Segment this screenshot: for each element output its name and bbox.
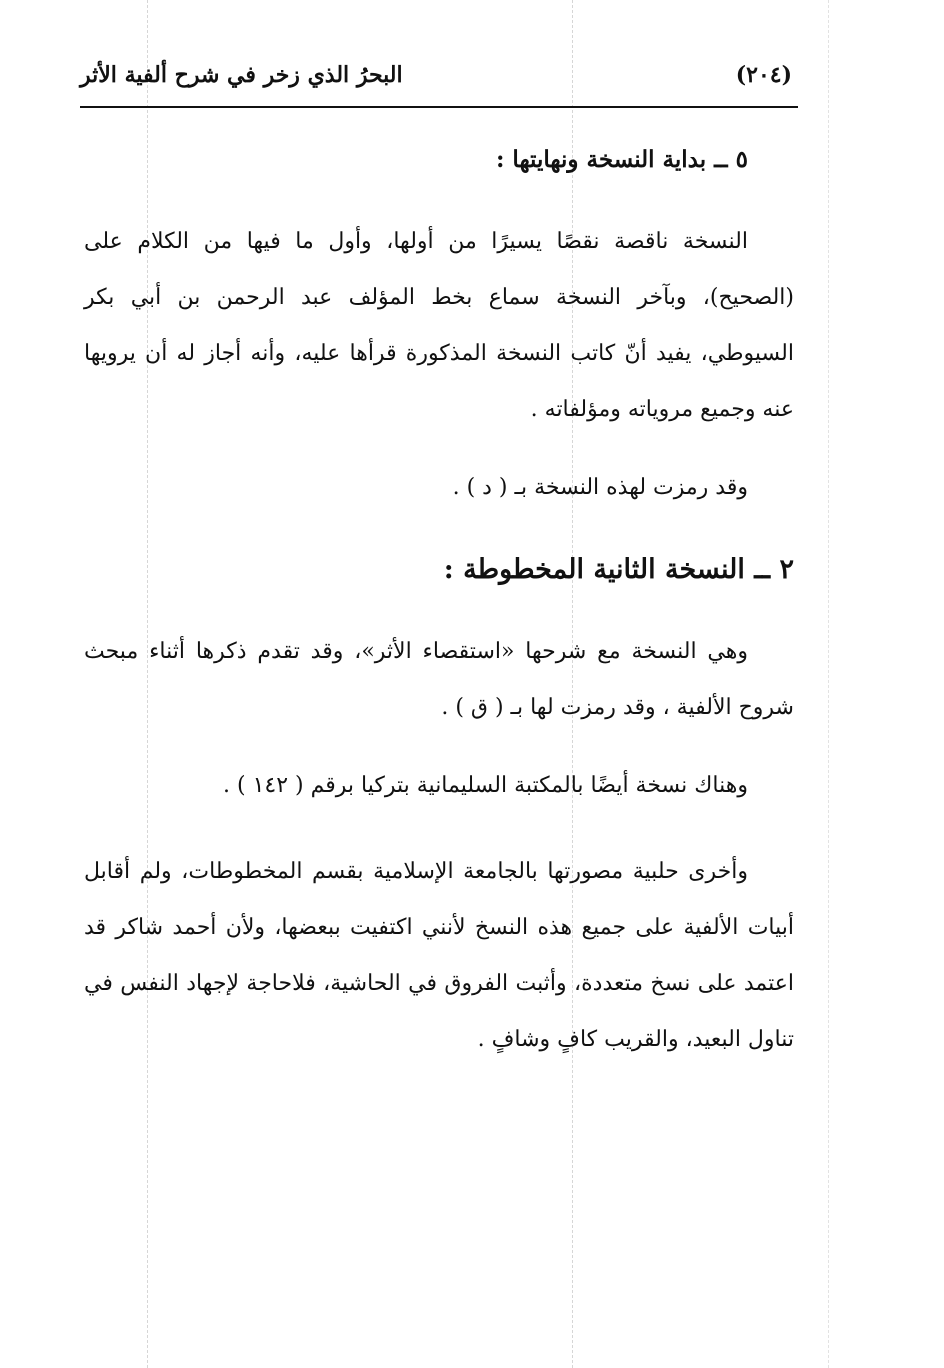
paragraph: وقد رمزت لهذه النسخة بـ ( د ) . <box>452 475 748 500</box>
paragraph: وهي النسخة مع شرحها «استقصاء الأثر»، وقد تقدم ذكرها أثناء مبحث شروح الألفية ، وقد رمزت لها بـ ( ق ) . <box>84 639 794 720</box>
paragraph: وأخرى حلبية مصورتها بالجامعة الإسلامية بقسم المخطوطات، ولم أقابل أبيات الألفية على جميع هذه النسخ لأنني اكتفيت ببعضها، ولأن أحمد شاكر قد اعتمد على نسخ متعددة، وأثبت الفروق في الحاشية، فلاحاجة لإجهاد النفس في تناول البعيد، والقريب كافٍ وشافٍ . <box>84 859 794 1052</box>
header-rule <box>80 106 798 108</box>
scan-fold-line <box>828 0 829 1368</box>
running-header <box>80 62 792 102</box>
paragraph: وهناك نسخة أيضًا بالمكتبة السليمانية بتركيا برقم ( ١٤٢ ) . <box>223 773 748 798</box>
subheading-manuscript-start-end: ٥ ــ بداية النسخة ونهايتها : <box>495 146 748 173</box>
paragraph: النسخة ناقصة نقصًا يسيرًا من أولها، وأول ما فيها من الكلام على (الصحيح)، وبآخر النسخة سماع بخط المؤلف عبد الرحمن بن أبي بكر السيوطي، يفيد أنّ كاتب النسخة المذكورة قرأها عليه، وأنه أجاز له أن يرويها عنه وجميع مروياته ومؤلفاته . <box>84 229 794 422</box>
page-number: (٢٠٤) <box>735 62 792 88</box>
section-heading-second-manuscript: ٢ ــ النسخة الثانية المخطوطة : <box>443 554 794 585</box>
book-title: البحرُ الذي زخر في شرح ألفية الأثر <box>80 62 403 88</box>
page-body <box>84 126 794 1090</box>
